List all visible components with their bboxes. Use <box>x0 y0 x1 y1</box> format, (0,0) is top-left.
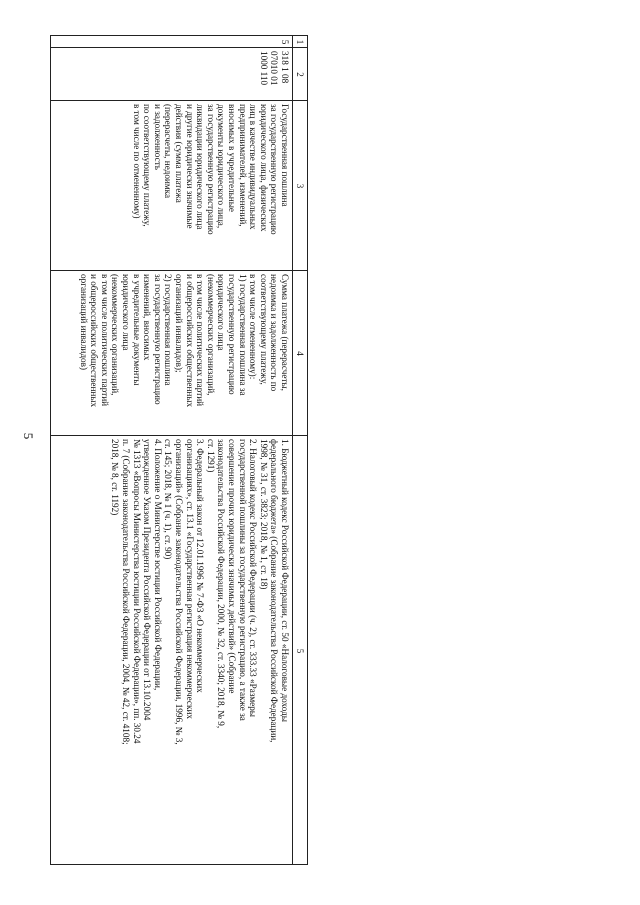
payment-details-line: недоимка и задолженность по <box>269 274 280 392</box>
revenue-name-cell <box>131 101 290 271</box>
revenue-name-line: ликвидации юридического лица <box>195 104 206 230</box>
legal-basis-line: ст. 1291) <box>205 439 216 473</box>
column-1 <box>51 36 307 48</box>
legal-basis-line: организаций» (Собрание законодательства Российской Федерации, 1996, № 3, <box>174 439 185 745</box>
revenue-name-line: по соответствующему платежу, <box>142 104 153 227</box>
payment-details-cell <box>78 271 290 436</box>
legal-basis-cell <box>110 436 290 866</box>
legal-basis-line: 1998, № 31, ст. 3823; 2018, № 1, ст. 18) <box>258 439 269 590</box>
header-col-2: 2 <box>295 72 305 77</box>
payment-details-line: государственную регистрацию <box>227 274 238 395</box>
legal-basis-line: 3. Федеральный закон от 12.01.1996 № 7-ФЗ «О некоммерческих <box>195 439 206 693</box>
legal-basis-line: совершение прочих юридически значимых действий» (Собрание <box>227 439 238 694</box>
payment-details-line: и общероссийских общественных <box>89 274 100 408</box>
revenue-name-line: и другие юридически значимые <box>184 104 195 229</box>
payment-details-line: организаций инвалидов) <box>78 274 89 370</box>
budget-code-line: 318 1 08 <box>280 51 290 84</box>
legal-basis-line: № 1313 «Вопросы Министерства юстиции Российской Федерации», пп. 30.24 <box>131 439 142 744</box>
header-col-4: 4 <box>295 351 305 356</box>
payment-details-line: за государственную регистрацию <box>152 274 163 405</box>
revenue-name-line: юридического лица, физических <box>258 104 269 232</box>
payment-details-line: (некоммерческих организаций, <box>205 274 216 396</box>
revenue-name-line: за государственную регистрацию <box>269 104 280 235</box>
revenue-name-line: (перерасчеты, недоимка <box>163 104 174 199</box>
payment-details-line: юридического лица <box>216 274 227 351</box>
row-number: 5 <box>280 39 290 45</box>
payment-details-line: изменений, вносимых <box>142 274 153 361</box>
legal-basis-line: п. 7 (Собрание законодательства Российской Федерации, 2004, № 42, ст. 4108; <box>121 439 132 745</box>
legal-basis-line: 2018, № 8, ст. 1192) <box>110 439 121 516</box>
header-col-3: 3 <box>295 183 305 189</box>
legal-basis-line: федерального бюджета» (Собрание законодательства Российской Федерации, <box>269 439 280 743</box>
payment-details-line: в том числе отмененному): <box>248 274 259 380</box>
payment-details-line: Сумма платежа (перерасчеты, <box>280 274 290 391</box>
page-number: 5 <box>21 432 36 440</box>
header-col-1: 1 <box>295 39 305 45</box>
legal-basis-line: государственной пошлины за государственную регистрацию, а также за <box>237 439 248 721</box>
payment-details-line: в учредительные документы <box>131 274 142 386</box>
payment-details-line: 1) государственная пошлина за <box>237 274 248 396</box>
budget-code-cell <box>258 48 290 101</box>
legal-basis-line: 2. Налоговый кодекс Российской Федерации (ч. 2), ст. 333.33 «Размеры <box>248 439 259 717</box>
legal-basis-line: 4. Положение о Министерстве юстиции Российской Федерации, <box>152 439 163 691</box>
revenue-name-line: Государственная пошлина <box>280 104 290 207</box>
payment-details-line: соответствующему платежу, <box>258 274 269 385</box>
payment-details-line: в том числе политических партий <box>99 274 110 407</box>
payment-details-line: (некоммерческих организаций, <box>110 274 121 396</box>
revenue-name-line: лиц в качестве индивидуальных <box>248 104 259 230</box>
legal-basis-line: законодательства Российской Федерации, 2000, № 32, ст. 3340; 2018, № 9, <box>216 439 227 729</box>
revenue-name-line: документы юридического лица, <box>216 104 227 229</box>
budget-code-line: 1000 110 <box>258 51 269 86</box>
revenue-name-line: и задолженность <box>152 104 163 170</box>
legal-basis-line: организациях», ст. 13.1 «Государственная регистрация некоммерческих <box>184 439 195 719</box>
payment-details-line: организаций инвалидов); <box>174 274 185 373</box>
payment-details-line: в том числе политических партий <box>195 274 206 407</box>
legal-basis-line: утвержденное Указом Президента Российской Федерации от 13.10.2004 <box>142 439 153 721</box>
payment-details-line: и общероссийских общественных <box>184 274 195 408</box>
budget-code-line: 07010 01 <box>269 51 280 86</box>
rotated-table-wrapper <box>50 35 308 865</box>
revenue-name-line: вносимых в учредительные <box>227 104 238 212</box>
data-table <box>50 35 308 865</box>
legal-basis-line: ст. 145; 2018, № 1 (ч. 1), ст. 90) <box>163 439 174 560</box>
payment-details-line: 2) государственная пошлина <box>163 274 174 386</box>
revenue-name-line: предпринимателей, изменений, <box>237 104 248 227</box>
payment-details-line: юридического лица <box>121 274 132 351</box>
header-col-5: 5 <box>295 648 305 654</box>
revenue-name-line: в том числе по отмененному) <box>131 104 142 219</box>
revenue-name-line: действия (сумма платежа <box>174 104 185 203</box>
legal-basis-line: 1. Бюджетный кодекс Российской Федерации, ст. 50 «Налоговые доходы <box>280 439 290 722</box>
revenue-name-line: за государственную регистрацию <box>205 104 216 235</box>
